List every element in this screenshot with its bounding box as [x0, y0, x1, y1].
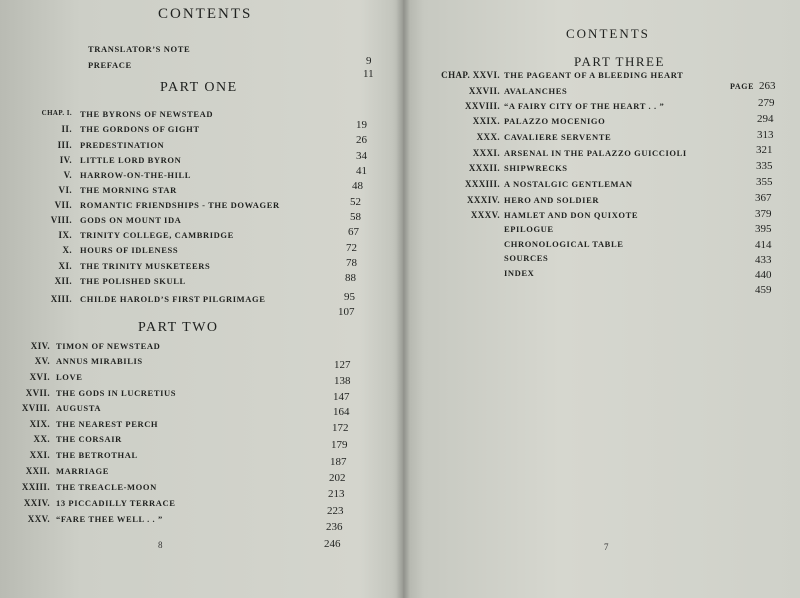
chapter-title: THE GODS IN LUCRETIUS: [56, 388, 177, 398]
chapter-number: III.: [57, 140, 72, 150]
chapter-title: THE NEAREST PERCH: [56, 419, 159, 429]
front-matter-page: 9: [366, 55, 372, 67]
chapter-number: VIII.: [50, 215, 72, 225]
chapter-number: XV.: [34, 356, 50, 366]
chapter-page: 187: [330, 456, 347, 468]
chapter-number: XX.: [33, 434, 50, 444]
chapter-number: XXII.: [25, 466, 50, 476]
chapter-number: XIII.: [50, 294, 72, 304]
chapter-title: THE CORSAIR: [56, 434, 122, 444]
chapter-number: XXVIII.: [464, 101, 500, 111]
chapter-number: XXXV.: [470, 210, 500, 220]
chapter-title: AVALANCHES: [504, 86, 568, 96]
chapter-page: 164: [333, 406, 350, 418]
chapter-title: TRINITY COLLEGE, CAMBRIDGE: [80, 230, 234, 240]
chapter-page: 395: [755, 223, 772, 235]
chapter-title: LITTLE LORD BYRON: [80, 155, 182, 165]
back-matter-title: INDEX: [504, 268, 535, 278]
part-one-title: PART ONE: [160, 80, 238, 95]
chapter-title: HOURS OF IDLENESS: [80, 245, 179, 255]
chapter-page: 19: [356, 119, 367, 131]
chapter-number: VII.: [54, 200, 72, 210]
chapter-title: THE BYRONS OF NEWSTEAD: [80, 109, 214, 119]
chapter-page: 147: [333, 391, 350, 403]
chapter-number: VI.: [58, 185, 72, 195]
page-column-label: PAGE: [730, 82, 755, 91]
left-page-folio: 8: [158, 540, 163, 550]
chapter-title: ROMANTIC FRIENDSHIPS - THE DOWAGER: [80, 200, 280, 210]
chapter-page: 48: [352, 180, 363, 192]
front-matter-title: PREFACE: [88, 60, 132, 70]
chapter-title: PREDESTINATION: [80, 140, 165, 150]
back-matter-page: 414: [755, 239, 772, 251]
chapter-page: 321: [756, 144, 773, 156]
chapter-title: HAMLET AND DON QUIXOTE: [504, 210, 639, 220]
chapter-page: 213: [328, 488, 345, 500]
left-page-heading: CONTENTS: [158, 6, 253, 22]
chapter-page: 95: [344, 291, 355, 303]
chapter-page: 263: [759, 80, 776, 92]
chapter-title: PALAZZO MOCENIGO: [504, 116, 606, 126]
chapter-title: LOVE: [56, 372, 83, 382]
chapter-number: XVIII.: [21, 403, 50, 413]
chapter-page: 236: [326, 521, 343, 533]
chapter-title: AUGUSTA: [56, 403, 102, 413]
chapter-page: 379: [755, 208, 772, 220]
back-matter-title: SOURCES: [504, 253, 549, 263]
chapter-title: ANNUS MIRABILIS: [56, 356, 143, 366]
back-matter-page: 440: [755, 269, 772, 281]
chapter-number: XXIX.: [472, 116, 500, 126]
chapter-page: 335: [756, 160, 773, 172]
front-matter-page: 11: [363, 68, 374, 80]
chapter-number: XXIV.: [23, 498, 50, 508]
chapter-title: “FARE THEE WELL . . ”: [56, 514, 163, 524]
chapter-title: A NOSTALGIC GENTLEMAN: [504, 179, 633, 189]
chapter-page: 107: [338, 306, 355, 318]
chapter-title: THE BETROTHAL: [56, 450, 138, 460]
chapter-number: V.: [63, 170, 72, 180]
front-matter-title: TRANSLATOR’S NOTE: [88, 44, 191, 54]
chapter-number: XXXIII.: [464, 179, 500, 189]
chapter-title: SHIPWRECKS: [504, 163, 568, 173]
chapter-title: HARROW-ON-THE-HILL: [80, 170, 192, 180]
right-page-heading: CONTENTS: [566, 26, 650, 41]
chapter-page: 41: [356, 165, 367, 177]
chapter-number: XVI.: [29, 372, 50, 382]
chapter-number: IX.: [58, 230, 72, 240]
chapter-number: XXXIV.: [467, 195, 500, 205]
chapter-page: 355: [756, 176, 773, 188]
chapter-number: XXX.: [476, 132, 500, 142]
chapter-number: XVII.: [25, 388, 50, 398]
chapter-title: ARSENAL IN THE PALAZZO GUICCIOLI: [504, 148, 687, 158]
chapter-title: GODS ON MOUNT IDA: [80, 215, 182, 225]
chapter-page: 313: [757, 129, 774, 141]
chapter-title: THE GORDONS OF GIGHT: [80, 124, 200, 134]
chapter-title: THE TRINITY MUSKETEERS: [80, 261, 211, 271]
part-two-title: PART TWO: [138, 320, 219, 335]
back-matter-page: 459: [755, 284, 772, 296]
chapter-page: 223: [327, 505, 344, 517]
chapter-title: THE POLISHED SKULL: [80, 276, 186, 286]
chapter-number: CHAP. XXVI.: [441, 70, 500, 80]
chapter-number: XXXI.: [472, 148, 500, 158]
chapter-number: XIV.: [30, 341, 50, 351]
part-three-title: PART THREE: [574, 54, 665, 69]
chapter-page: 279: [758, 97, 775, 109]
chapter-number: XXV.: [27, 514, 50, 524]
chapter-number: IV.: [59, 155, 72, 165]
chapter-page: 34: [356, 150, 367, 162]
back-matter-page: 433: [755, 254, 772, 266]
chapter-number: CHAP. I.: [41, 109, 72, 117]
right-page: [404, 0, 800, 598]
chapter-page: 58: [350, 211, 361, 223]
chapter-number: X.: [62, 245, 72, 255]
chapter-title: TIMON OF NEWSTEAD: [56, 341, 161, 351]
chapter-title: MARRIAGE: [56, 466, 109, 476]
chapter-number: XIX.: [29, 419, 50, 429]
chapter-title: 13 PICCADILLY TERRACE: [56, 498, 176, 508]
chapter-page: 26: [356, 134, 367, 146]
chapter-page: 88: [345, 272, 356, 284]
chapter-page: 179: [331, 439, 348, 451]
chapter-title: HERO AND SOLDIER: [504, 195, 600, 205]
chapter-number: XXVII.: [468, 86, 500, 96]
chapter-page: 246: [324, 538, 341, 550]
chapter-page: 127: [334, 359, 351, 371]
back-matter-title: EPILOGUE: [504, 224, 554, 234]
chapter-title: THE PAGEANT OF A BLEEDING HEART: [504, 70, 684, 80]
chapter-page: 202: [329, 472, 346, 484]
chapter-page: 78: [346, 257, 357, 269]
chapter-title: CHILDE HAROLD’S FIRST PILGRIMAGE: [80, 294, 266, 304]
chapter-page: 367: [755, 192, 772, 204]
chapter-page: 172: [332, 422, 349, 434]
chapter-number: II.: [61, 124, 72, 134]
chapter-title: “A FAIRY CITY OF THE HEART . . ”: [504, 101, 665, 111]
chapter-number: XXI.: [29, 450, 50, 460]
chapter-page: 294: [757, 113, 774, 125]
back-matter-title: CHRONOLOGICAL TABLE: [504, 239, 624, 249]
chapter-number: XII.: [54, 276, 72, 286]
chapter-title: THE TREACLE-MOON: [56, 482, 157, 492]
right-page-folio: 7: [604, 542, 609, 552]
chapter-title: THE MORNING STAR: [80, 185, 177, 195]
chapter-number: XXXII.: [468, 163, 500, 173]
chapter-page: 52: [350, 196, 361, 208]
chapter-number: XXIII.: [21, 482, 50, 492]
chapter-title: CAVALIERE SERVENTE: [504, 132, 612, 142]
chapter-page: 72: [346, 242, 357, 254]
chapter-page: 138: [334, 375, 351, 387]
chapter-page: 67: [348, 226, 359, 238]
chapter-number: XI.: [58, 261, 72, 271]
